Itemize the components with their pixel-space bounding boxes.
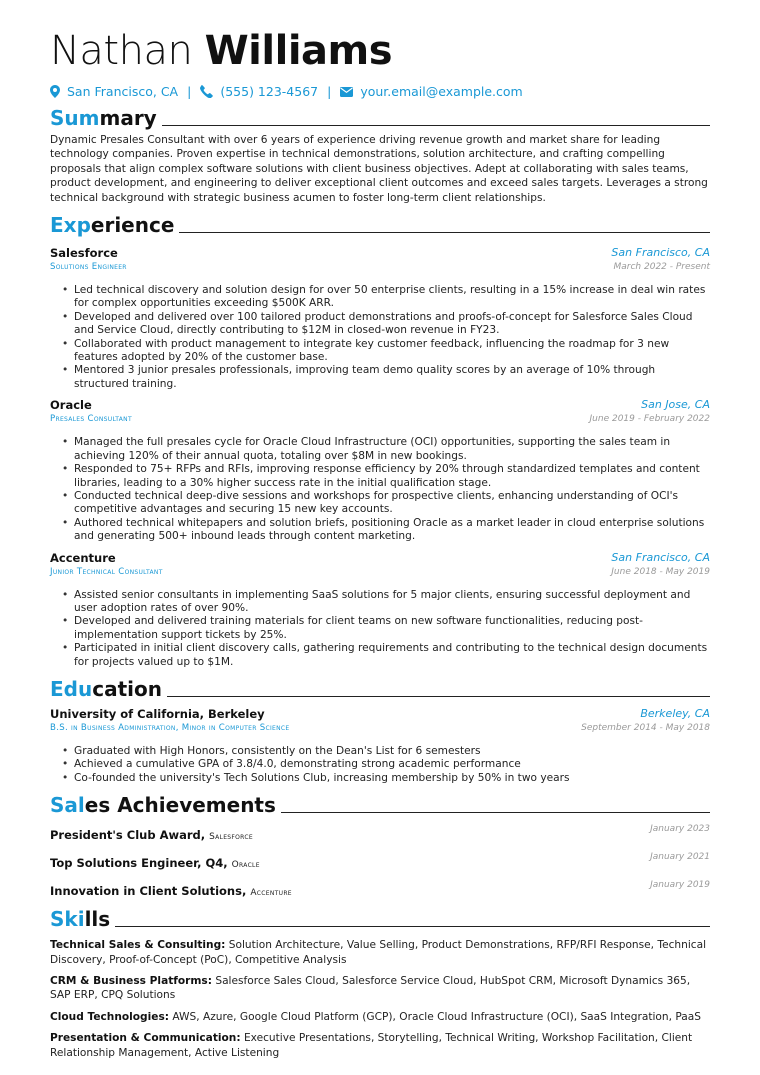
section-title: Experience	[50, 213, 175, 238]
bullet-item: • Developed and delivered training materials for client teams on new software functionalities, reducing post-implementation support tickets by 25%.	[74, 615, 710, 642]
job-role: Presales Consultant	[50, 414, 132, 425]
achievement-item: Innovation in Client Solutions, Accenture January 2019	[50, 880, 710, 899]
achievement-org: Salesforce	[209, 832, 253, 843]
school-name: University of California, Berkeley	[50, 706, 265, 721]
achievement-title: President's Club Award	[50, 828, 201, 843]
bullet-item: • Co-founded the university's Tech Solutions Club, increasing membership by 50% in two years	[74, 772, 710, 785]
job-location: San Jose, CA	[641, 398, 710, 412]
skill-line	[50, 1010, 710, 1024]
bullet-item: • Conducted technical deep-dive sessions and workshops for prospective clients, enhancing understanding of OCI's competitive advantages and securing 15 new key accounts.	[74, 490, 710, 517]
skill-label: Cloud Technologies:	[50, 1010, 169, 1023]
job-dates: June 2019 - February 2022	[589, 414, 710, 425]
education-heading	[50, 677, 710, 701]
skill-value: Solution Architecture, Value Selling, Product Demonstrations, RFP/RFI Response, Technical Discovery, Proof-of-Concept (PoC), Competitive Analysis	[50, 939, 707, 966]
school-location: Berkeley, CA	[640, 706, 710, 720]
summary-heading	[50, 106, 710, 130]
degree: B.S. in Business Administration, Minor in Computer Science	[50, 722, 290, 733]
job-entry	[50, 551, 710, 669]
job-bullets	[50, 284, 710, 391]
job-location: San Francisco, CA	[611, 246, 710, 260]
candidate-name	[50, 0, 710, 76]
section-title: Education	[50, 676, 162, 701]
summary-text: Dynamic Presales Consultant with over 6 years of experience driving revenue growth and market share for leading technology companies. Proven expertise in technical demonstrations, solution architecture, and crafting compelling proposals that align complex software solutions with client business objectives. Adept at collaborating with sales teams, product development, and engineering to deliver exceptional client outcomes and exceed sales targets. Leverages a strong technical background with strategic business acumen to foster long-term client relationships.	[50, 134, 708, 204]
skill-value: Salesforce Sales Cloud, Salesforce Service Cloud, HubSpot CRM, Microsoft Dynamics 365, SAP ERP, CPQ Solutions	[50, 975, 691, 1002]
skill-value: AWS, Azure, Google Cloud Platform (GCP), Oracle Cloud Infrastructure (OCI), SaaS Integration, PaaS	[172, 1010, 701, 1023]
section-title: Sales Achievements	[50, 793, 276, 818]
job-entry	[50, 398, 710, 543]
skill-line	[50, 1031, 710, 1060]
job-entry	[50, 246, 710, 391]
job-role: Junior Technical Consultant	[50, 566, 163, 577]
first-name: Nathan	[50, 28, 193, 74]
achievement-org: Accenture	[250, 888, 292, 899]
contact-separator: |	[187, 84, 192, 99]
section-title: Summary	[50, 106, 157, 130]
bullet-item: • Participated in initial client discovery calls, gathering requirements and contributing to the technical design documents for projects valued up to $1M.	[74, 642, 710, 669]
skill-line	[50, 974, 710, 1003]
bullet-item: • Assisted senior consultants in implementing SaaS solutions for 5 major clients, ensuring successful deployment and user adoption rates of over 90%.	[74, 589, 710, 616]
company-name: Salesforce	[50, 246, 118, 261]
bullet-item: • Managed the full presales cycle for Oracle Cloud Infrastructure (OCI) opportunities, supporting the sales team in achieving 120% of their annual quota, totaling over $8M in new bookings.	[74, 436, 710, 463]
email-link[interactable]: your.email@example.com	[360, 84, 523, 99]
achievement-date: January 2021	[650, 852, 710, 863]
location-text: San Francisco, CA	[67, 84, 179, 99]
job-dates: March 2022 - Present	[613, 262, 710, 273]
job-bullets	[50, 436, 710, 543]
section-title: Skills	[50, 907, 111, 932]
skill-line	[50, 938, 710, 967]
job-bullets	[50, 589, 710, 669]
skills-heading	[50, 907, 710, 931]
job-role: Solutions Engineer	[50, 262, 127, 273]
bullet-item: • Graduated with High Honors, consistently on the Dean's List for 6 semesters	[74, 745, 710, 758]
section-rule	[115, 926, 710, 927]
bullet-item: • Developed and delivered over 100 tailored product demonstrations and proofs-of-concept for Salesforce Sales Cloud and Service Cloud, directly contributing to $12M in closed-won revenue in FY23.	[74, 311, 710, 338]
section-rule	[162, 125, 710, 126]
bullet-item: • Responded to 75+ RFPs and RFIs, improving response efficiency by 20% through standardized templates and content libraries, leading to a 30% higher success rate in the initial qualification stage.	[74, 463, 710, 490]
achievement-title: Top Solutions Engineer, Q4	[50, 856, 224, 871]
job-dates: June 2018 - May 2019	[611, 566, 710, 577]
achievement-org: Oracle	[231, 860, 260, 871]
section-rule	[167, 696, 710, 697]
achievement-item: Top Solutions Engineer, Q4, Oracle January 2021	[50, 852, 710, 871]
phone-link[interactable]: (555) 123-4567	[220, 84, 319, 99]
experience-heading	[50, 213, 710, 237]
education-entry	[50, 707, 710, 785]
bullet-item: • Led technical discovery and solution design for over 50 enterprise clients, resulting in a 15% increase in deal win rates for complex opportunities exceeding $500K ARR.	[74, 284, 710, 311]
contact-line	[50, 84, 710, 99]
education-dates: September 2014 - May 2018	[581, 722, 710, 733]
bullet-item: • Authored technical whitepapers and solution briefs, positioning Oracle as a market leader in cloud enterprise solutions and generating 500+ inbound leads through content marketing.	[74, 517, 710, 544]
bullet-item: • Achieved a cumulative GPA of 3.8/4.0, demonstrating strong academic performance	[74, 758, 710, 771]
phone-icon	[200, 85, 213, 98]
skill-label: Presentation & Communication:	[50, 1032, 241, 1045]
achievement-date: January 2019	[650, 880, 710, 891]
achievement-title: Innovation in Client Solutions	[50, 884, 242, 899]
achievements-heading	[50, 793, 710, 817]
envelope-icon	[340, 87, 353, 97]
contact-separator: |	[327, 84, 332, 99]
section-rule	[281, 812, 710, 813]
achievement-date: January 2023	[650, 824, 710, 835]
map-pin-icon	[50, 85, 60, 98]
achievement-item: President's Club Award, Salesforce January 2023	[50, 824, 710, 843]
bullet-item: • Collaborated with product management to integrate key customer feedback, influencing the roadmap for 3 new features adopted by 20% of the customer base.	[74, 338, 710, 365]
skill-label: Technical Sales & Consulting:	[50, 939, 226, 952]
company-name: Accenture	[50, 550, 116, 565]
skill-value: Executive Presentations, Storytelling, Technical Writing, Workshop Facilitation, Client Relationship Management, Active Listening	[50, 1032, 693, 1059]
last-name: Williams	[204, 28, 393, 74]
skill-label: CRM & Business Platforms:	[50, 975, 212, 987]
job-location: San Francisco, CA	[611, 550, 710, 564]
company-name: Oracle	[50, 398, 92, 413]
bullet-item: • Mentored 3 junior presales professionals, improving team demo quality scores by an average of 10% through structured training.	[74, 364, 710, 391]
education-bullets	[50, 745, 710, 785]
section-rule	[179, 232, 710, 233]
